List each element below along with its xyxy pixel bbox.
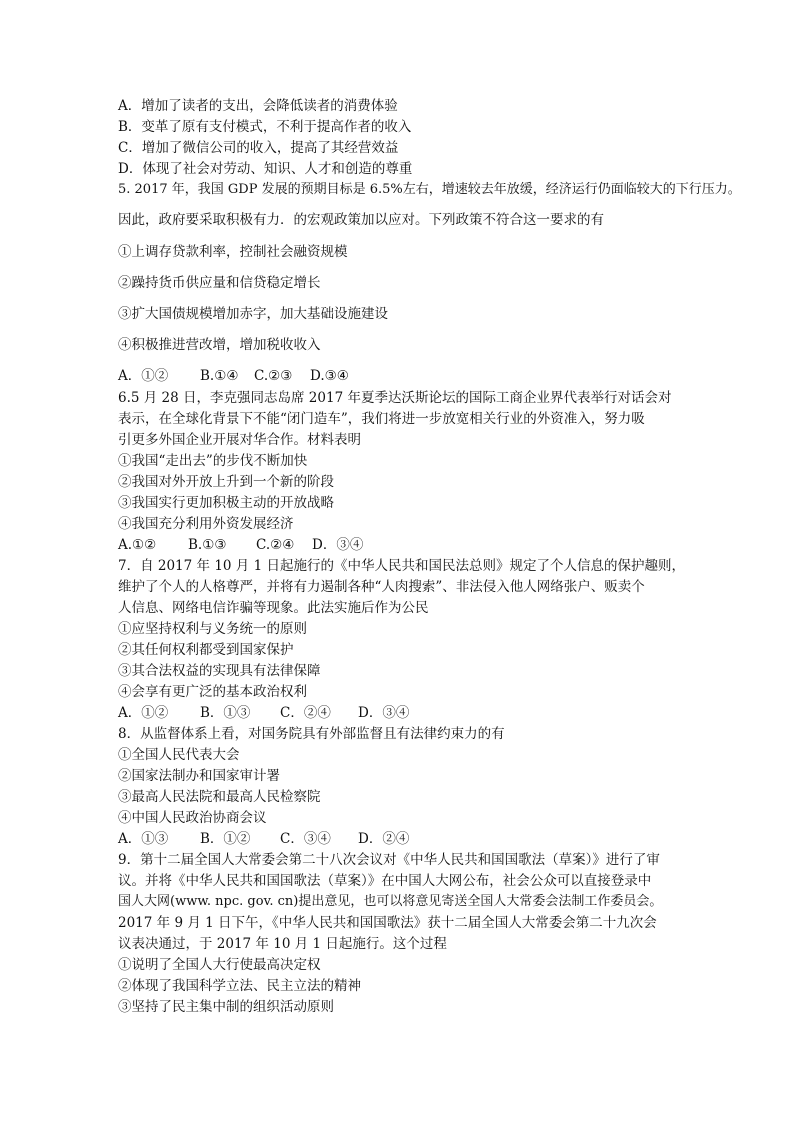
q5-stem-line-2: 因此，政府要采取积极有力．的宏观政策加以应对。下列政策不符合这一要求的有 xyxy=(118,212,604,228)
q8-choice-a: A．①③ xyxy=(118,831,169,847)
q5-choice-c: C.②③ xyxy=(254,368,293,384)
q7-item-3: ③其合法权益的实现具有法律保障 xyxy=(118,663,321,679)
q5-item-3: ③扩大国债规模增加赤字，加大基础设施建设 xyxy=(118,306,388,322)
q7-item-4: ④会享有更广泛的基本政治权利 xyxy=(118,684,307,700)
q7-item-1: ①应坚持权利与义务统一的原则 xyxy=(118,621,307,637)
q7-choices xyxy=(118,704,409,722)
q8-item-2: ②国家法制办和国家审计署 xyxy=(118,768,280,784)
q6-choice-b: B.①③ xyxy=(188,537,227,553)
q6-item-2: ②我国对外开放上升到一个新的阶段 xyxy=(118,474,334,490)
q4-option-d: D．体现了社会对劳动、知识、人才和创造的尊重 xyxy=(118,161,413,177)
q8-item-1: ①全国人民代表大会 xyxy=(118,747,240,763)
q4-option-a: A．增加了读者的支出，会降低读者的消费体验 xyxy=(118,98,398,114)
q9-item-3: ③坚持了民主集中制的组织活动原则 xyxy=(118,999,334,1015)
q7-choice-b: B．①③ xyxy=(200,705,251,721)
q9-item-2: ②体现了我国科学立法、民主立法的精神 xyxy=(118,978,361,994)
q8-choice-c: C．③④ xyxy=(280,831,331,847)
q5-choice-b: B.①④ xyxy=(200,368,239,384)
q5-item-1: ①上调存贷款利率，控制社会融资规模 xyxy=(118,244,348,260)
q7-stem-line-1: 7．自 2017 年 10 月 1 日起施行的《中华人民共和国民法总则》规定了个人信息的保护趣则， xyxy=(118,558,685,574)
q6-stem-line-1: 6.5 月 28 日，李克强同志岛席 2017 年夏季达沃斯论坛的国际工商企业界代表举行对话会对 xyxy=(118,390,672,406)
q8-choice-b: B．①② xyxy=(200,831,251,847)
q4-option-b: B．变革了原有支付模式，不利于提高作者的收入 xyxy=(118,119,412,135)
q7-choice-d: D．③④ xyxy=(358,705,410,721)
q6-choices xyxy=(118,536,363,554)
q6-choice-d: D．③④ xyxy=(312,537,364,553)
q9-stem-line-5: 议表决通过，于 2017 年 10 月 1 日起施行。这个过程 xyxy=(118,936,447,952)
q6-item-1: ①我国“走出去”的步伐不断加快 xyxy=(118,453,308,469)
q6-item-4: ④我国充分利用外资发展经济 xyxy=(118,516,294,532)
q4-option-c: C．增加了微信公司的收入，提高了其经营效益 xyxy=(118,140,399,156)
q6-item-3: ③我国实行更加积极主动的开放战略 xyxy=(118,495,334,511)
q7-choice-c: C．②④ xyxy=(280,705,331,721)
q5-choices xyxy=(118,367,349,385)
q8-choices xyxy=(118,830,409,848)
q8-choice-d: D．②④ xyxy=(358,831,410,847)
q9-stem-line-1: 9．第十二届全国人大常委会第二十八次会议对《中华人民共和国国歌法（草案）》进行了审 xyxy=(118,852,660,868)
q9-stem-line-2: 议。并将《中华人民共和国国歌法（草案）》在中国人大网公布，社会公众可以直接登录中 xyxy=(118,873,652,889)
q9-stem-line-4: 2017 年 9 月 1 日下午，《中华人民共和国国歌法》获十二届全国人大常委会第二十九次会 xyxy=(118,915,657,931)
q6-stem-line-3: 引更多外国企业开展对华合作。材料表明 xyxy=(118,432,361,448)
q5-item-2: ②躁持货币供应量和信贷稳定增长 xyxy=(118,275,321,291)
q9-stem-line-3: 国人大网(www. npc. gov. cn)提出意见，也可以将意见寄送全国人大常委会法制工作委员会。 xyxy=(118,894,663,909)
q7-choice-a: A．①② xyxy=(118,705,169,721)
q7-stem-line-3: 人信息、网络电信诈骗等现象。此法实施后作为公民 xyxy=(118,600,429,616)
q5-choice-a: A．①② xyxy=(118,368,169,384)
q6-stem-line-2: 表示，在全球化背景下不能“闭门造车”，我们将进一步放宽相关行业的外资准入，努力吸 xyxy=(118,411,645,427)
q8-item-3: ③最高人民法院和最高人民检察院 xyxy=(118,789,321,805)
q5-item-4: ④积极推进营改增，增加税收收入 xyxy=(118,337,321,353)
q8-item-4: ④中国人民政治协商会议 xyxy=(118,810,267,826)
q8-stem-line-1: 8．从监督体系上看，对国务院具有外部监督且有法律约束力的有 xyxy=(118,726,505,742)
q5-stem-line-1: 5. 2017 年，我国 GDP 发展的预期目标是 6.5%左右，增速较去年放缓，经济运行仍面临较大的下行压力。 xyxy=(118,182,741,197)
q7-stem-line-2: 维护了个人的人格尊严，并将有力遏制各种“人肉搜索”、非法侵入他人网络张户、贩卖个 xyxy=(118,579,645,595)
q9-item-1: ①说明了全国人大行使最高决定权 xyxy=(118,957,321,973)
q7-item-2: ②其任何权利都受到国家保护 xyxy=(118,642,294,658)
q5-choice-d: D.③④ xyxy=(310,368,349,384)
q6-choice-a: A.①② xyxy=(118,537,157,553)
q6-choice-c: C.②④ xyxy=(256,537,295,553)
